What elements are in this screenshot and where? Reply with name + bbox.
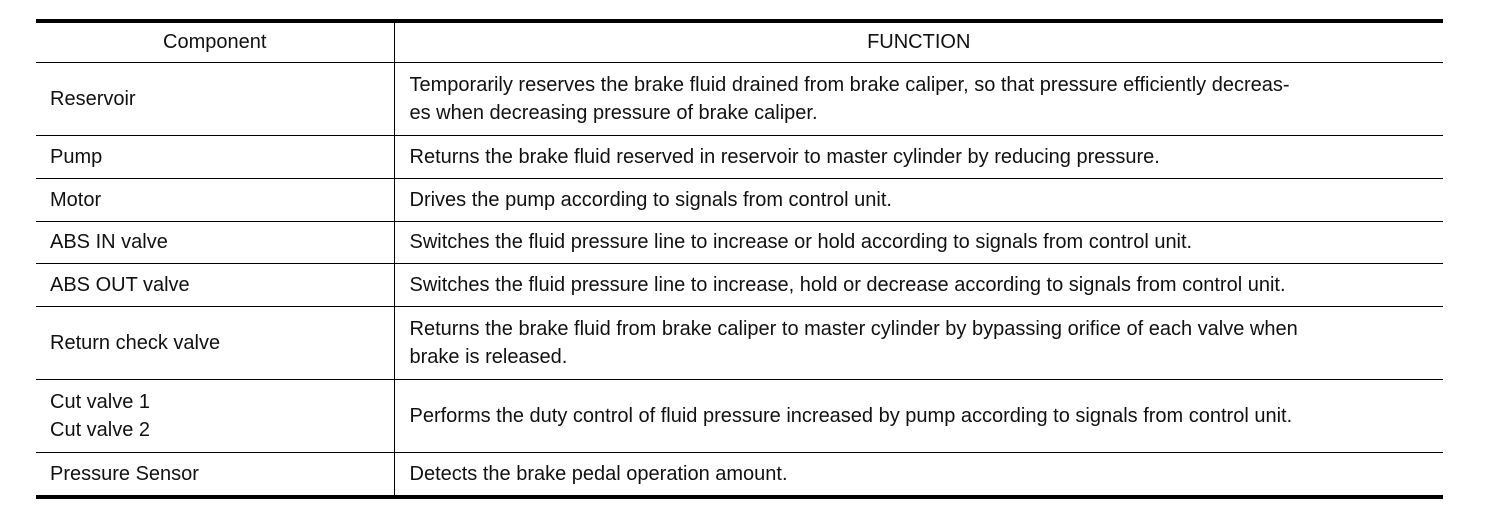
component-name: ABS IN valve bbox=[50, 231, 168, 253]
header-function: FUNCTION bbox=[394, 21, 1443, 62]
table-row bbox=[36, 135, 1443, 178]
table-body bbox=[36, 62, 1443, 497]
component-function-table bbox=[36, 19, 1443, 499]
component-name: Pressure Sensor bbox=[50, 462, 199, 485]
component-name: Cut valve 1 bbox=[50, 390, 151, 413]
function-cell bbox=[394, 379, 1443, 452]
component-cell bbox=[36, 263, 394, 306]
component-function-table-container bbox=[36, 19, 1443, 499]
function-text: Detects the brake pedal operation amount. bbox=[409, 462, 788, 485]
component-name: Return check valve bbox=[50, 331, 221, 354]
component-name: Motor bbox=[50, 188, 102, 211]
component-cell bbox=[36, 62, 394, 135]
component-cell bbox=[36, 135, 394, 178]
component-cell bbox=[36, 221, 394, 263]
function-cell bbox=[394, 452, 1443, 497]
table-row bbox=[36, 178, 1443, 221]
function-cell bbox=[394, 306, 1443, 379]
function-cell bbox=[394, 135, 1443, 178]
function-text: Drives the pump according to signals from control unit. bbox=[409, 188, 892, 211]
function-text: Temporarily reserves the brake fluid drained from brake caliper, so that pressure efficiently decreas- bbox=[409, 73, 1290, 96]
function-text: Returns the brake fluid from brake caliper to master cylinder by bypassing orifice of each valve when bbox=[409, 317, 1298, 340]
component-name: Pump bbox=[50, 145, 103, 168]
table-row bbox=[36, 62, 1443, 135]
table-header bbox=[36, 21, 1443, 62]
component-cell bbox=[36, 306, 394, 379]
function-text: Performs the duty control of fluid pressure increased by pump according to signals from control unit. bbox=[409, 404, 1293, 427]
component-name: ABS OUT valve bbox=[50, 273, 190, 296]
component-cell bbox=[36, 178, 394, 221]
component-name: Cut valve 2 bbox=[50, 418, 151, 441]
table-row bbox=[36, 379, 1443, 452]
function-cell bbox=[394, 178, 1443, 221]
function-cell bbox=[394, 62, 1443, 135]
function-cell bbox=[394, 263, 1443, 306]
function-text: Switches the fluid pressure line to increase, hold or decrease according to signals from control unit. bbox=[409, 273, 1286, 296]
header-row bbox=[36, 21, 1443, 62]
component-name: Reservoir bbox=[50, 87, 136, 110]
function-cell bbox=[394, 221, 1443, 263]
table-row bbox=[36, 452, 1443, 497]
table-row bbox=[36, 263, 1443, 306]
component-cell bbox=[36, 452, 394, 497]
function-text: es when decreasing pressure of brake caliper. bbox=[409, 101, 818, 124]
function-text: Returns the brake fluid reserved in reservoir to master cylinder by reducing pressure. bbox=[409, 145, 1160, 168]
header-component: Component bbox=[163, 31, 267, 54]
table-row bbox=[36, 306, 1443, 379]
function-text: Switches the fluid pressure line to increase or hold according to signals from control unit. bbox=[409, 231, 1193, 253]
component-cell bbox=[36, 379, 394, 452]
function-text: brake is released. bbox=[409, 345, 568, 368]
table-row bbox=[36, 221, 1443, 263]
